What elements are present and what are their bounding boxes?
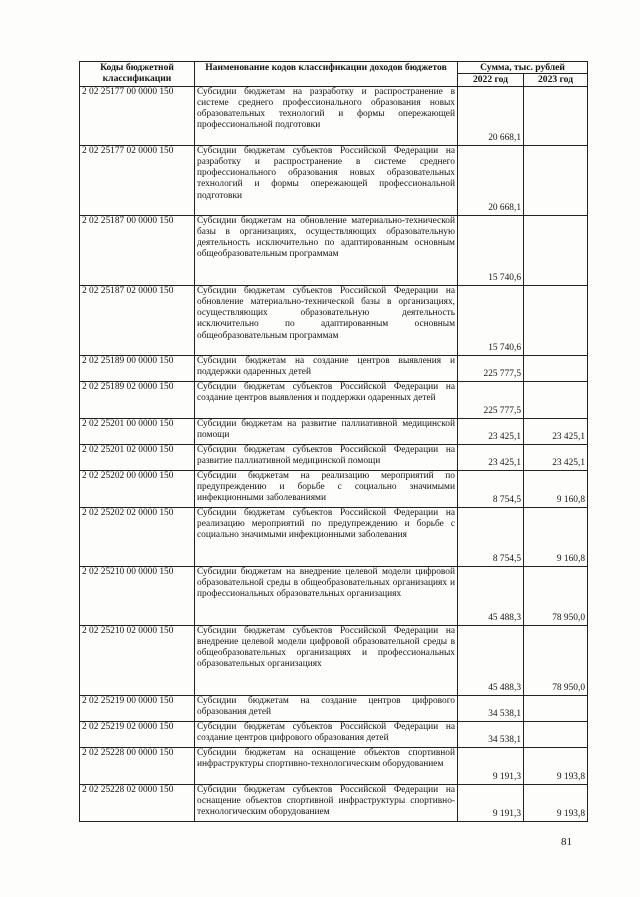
row-code: 2 02 25189 02 0000 150 [80,381,195,418]
row-code: 2 02 25177 02 0000 150 [80,145,195,215]
row-value-2023: 78 950,0 [524,566,588,625]
row-code: 2 02 25202 00 0000 150 [80,470,195,507]
row-value-2023 [524,86,588,145]
row-code: 2 02 25202 02 0000 150 [80,507,195,566]
row-name: Субсидии бюджетам на обновление материально-технической базы в организациях, осуществляющих образовательную деятельность исключительно по адаптированным основным общеобразовательным программам [195,215,458,285]
row-value-2022: 45 488,3 [458,625,524,695]
row-name: Субсидии бюджетам на создание центров выявления и поддержки одаренных детей [195,355,458,381]
table-row [80,721,588,747]
row-code: 2 02 25177 00 0000 150 [80,86,195,145]
table-row [80,145,588,215]
row-name: Субсидии бюджетам субъектов Российской Федерации на оснащение объектов спортивной инфраструктуры спортивно-технологическим оборудованием [195,784,458,821]
row-value-2022: 9 191,3 [458,784,524,821]
row-value-2022: 34 538,1 [458,695,524,721]
header-names: Наименование кодов классификации доходов бюджетов [195,62,458,87]
row-value-2022: 23 425,1 [458,444,524,470]
table-row [80,86,588,145]
row-name: Субсидии бюджетам субъектов Российской Федерации на обновление материально-технической базы в организациях, осуществляющих образовательную деятельность исключительно по адаптированным основным общеобразовательным программам [195,285,458,355]
row-code: 2 02 25228 02 0000 150 [80,784,195,821]
row-name: Субсидии бюджетам субъектов Российской Федерации на внедрение целевой модели цифровой образовательной среды в общеобразовательных организациях и профессиональных образовательных организациях [195,625,458,695]
row-value-2022: 45 488,3 [458,566,524,625]
row-code: 2 02 25187 00 0000 150 [80,215,195,285]
table-header-row [80,62,588,74]
table-row [80,695,588,721]
row-value-2022: 225 777,5 [458,381,524,418]
row-value-2023 [524,285,588,355]
row-name: Субсидии бюджетам на реализацию мероприятий по предупреждению и борьбе с социально значимыми инфекционными заболеваниями [195,470,458,507]
row-name: Субсидии бюджетам на внедрение целевой модели цифровой образовательной среды в общеобразовательных организациях и профессиональных образовательных организациях [195,566,458,625]
table-row [80,381,588,418]
row-value-2023: 9 193,8 [524,784,588,821]
row-code: 2 02 25201 00 0000 150 [80,418,195,444]
table-row [80,355,588,381]
row-value-2022: 225 777,5 [458,355,524,381]
row-value-2023 [524,215,588,285]
header-year-2023: 2023 год [524,74,588,86]
table-row [80,625,588,695]
table-row [80,215,588,285]
header-year-2022: 2022 год [458,74,524,86]
table-row [80,285,588,355]
table-row [80,470,588,507]
row-value-2023 [524,145,588,215]
row-name: Субсидии бюджетам на развитие паллиативной медицинской помощи [195,418,458,444]
row-value-2023: 9 193,8 [524,747,588,784]
row-code: 2 02 25187 02 0000 150 [80,285,195,355]
row-code: 2 02 25201 02 0000 150 [80,444,195,470]
row-code: 2 02 25210 00 0000 150 [80,566,195,625]
row-value-2023: 9 160,8 [524,507,588,566]
row-name: Субсидии бюджетам на создание центров цифрового образования детей [195,695,458,721]
page-number: 81 [561,836,572,848]
row-value-2023 [524,721,588,747]
row-value-2023 [524,355,588,381]
row-name: Субсидии бюджетам субъектов Российской Федерации на создание центров цифрового образования детей [195,721,458,747]
row-name: Субсидии бюджетам субъектов Российской Федерации на разработку и распространение в системе среднего профессионального образования новых образовательных технологий и формы опережающей профессиональной подготовки [195,145,458,215]
row-value-2022: 15 740,6 [458,215,524,285]
table-row [80,747,588,784]
row-value-2022: 23 425,1 [458,418,524,444]
row-value-2022: 8 754,5 [458,470,524,507]
row-value-2023: 78 950,0 [524,625,588,695]
table-row [80,444,588,470]
header-codes: Коды бюджетной классификации [80,62,195,87]
budget-table [79,61,588,822]
row-name: Субсидии бюджетам субъектов Российской Федерации на создание центров выявления и поддержки одаренных детей [195,381,458,418]
table-row [80,418,588,444]
row-name: Субсидии бюджетам на оснащение объектов спортивной инфраструктуры спортивно-технологическим оборудованием [195,747,458,784]
row-value-2022: 20 668,1 [458,145,524,215]
row-value-2023: 23 425,1 [524,444,588,470]
row-name: Субсидии бюджетам субъектов Российской Федерации на развитие паллиативной медицинской помощи [195,444,458,470]
row-value-2022: 20 668,1 [458,86,524,145]
row-value-2022: 9 191,3 [458,747,524,784]
row-value-2022: 8 754,5 [458,507,524,566]
row-code: 2 02 25228 00 0000 150 [80,747,195,784]
table-row [80,507,588,566]
row-name: Субсидии бюджетам субъектов Российской Федерации на реализацию мероприятий по предупреждению и борьбе с социально значимыми инфекционными заболевания [195,507,458,566]
row-value-2023: 9 160,8 [524,470,588,507]
row-value-2022: 34 538,1 [458,721,524,747]
row-code: 2 02 25189 00 0000 150 [80,355,195,381]
table-row [80,784,588,821]
row-name: Субсидии бюджетам на разработку и распространение в системе среднего профессионального образования новых образовательных технологий и формы опережающей профессиональной подготовки [195,86,458,145]
row-code: 2 02 25219 02 0000 150 [80,721,195,747]
header-sum: Сумма, тыс. рублей [458,62,588,74]
row-value-2022: 15 740,6 [458,285,524,355]
table-row [80,566,588,625]
row-value-2023 [524,381,588,418]
row-value-2023: 23 425,1 [524,418,588,444]
row-value-2023 [524,695,588,721]
row-code: 2 02 25219 00 0000 150 [80,695,195,721]
row-code: 2 02 25210 02 0000 150 [80,625,195,695]
